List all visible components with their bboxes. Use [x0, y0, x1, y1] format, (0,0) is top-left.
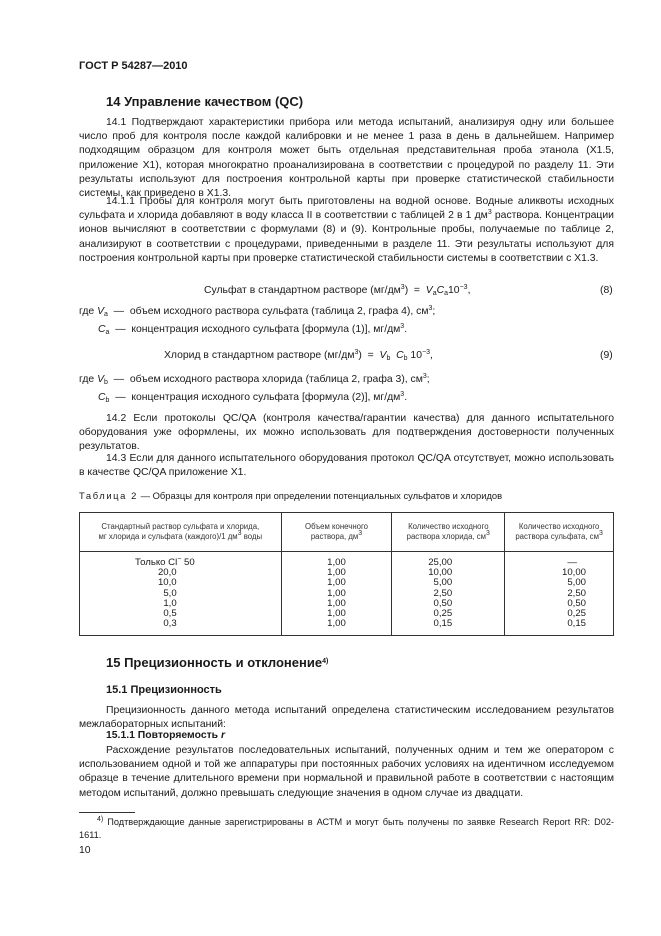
formula-9: Хлорид в стандартном растворе $(мг/дм^3) = V_b$ $C_b$ $10^{-3}$, — [164, 349, 433, 362]
section-14-title: 14 Управление качеством (QC) — [106, 94, 304, 109]
formula-8: Сульфат в стандартном растворе $(мг/дм^3) = V_aC_a10^{-3}$, — [204, 284, 471, 297]
table-2-label: Таблица 2 — [79, 490, 138, 501]
table-cell: 2,50 — [567, 587, 586, 599]
table-cell: 5,00 — [433, 577, 453, 589]
table-header-cell: Количество исходного раствора хлорида, $см^3$ — [392, 513, 505, 552]
table-cell: 0,50 — [567, 597, 586, 609]
table-header-cell: Стандартный раствор сульфата и хлорида, мг хлорида и сульфата (каждого)/1 $дм^3$ воды — [80, 513, 282, 552]
table-cell: 0,3 — [163, 618, 177, 630]
paragraph-14-1-text: 14.1 Подтверждают характеристики прибора или метода испытаний, анализируя одну или большее число проб для контроля после каждой калибровки и не менее 1 раза в день в дальнейшем. Например подходящим образцом для контроля может быть отдельная представительная проба этанола (X1.5, приложение X1), которая многократно проанализирована в соответствии с процедурой по разделу 11. Эти результаты используют для построения контрольной карты при проверке статистической стабильности системы, как приведено в X1.3. — [79, 117, 614, 200]
table-column-sulfate — [505, 552, 614, 636]
table-cell: 1,00 — [327, 618, 346, 630]
table-cell: 0,5 — [163, 608, 177, 620]
table-cell: 5,0 — [163, 587, 177, 599]
table-cell: 20,0 — [157, 567, 177, 579]
table-body-row — [80, 552, 614, 636]
table-cell: 25,00 — [428, 557, 453, 568]
table-cell: 1,00 — [327, 557, 346, 568]
where-8-line-2: $C_a$ — концентрация исходного сульфата [формула (1)], $мг/дм^3$. — [98, 323, 408, 336]
formula-8-number: (8) — [600, 285, 613, 296]
footnote-text: Подтверждающие данные зарегистрированы в АСТМ и могут быть получены по заявке Research Report RR: D02-1611. — [79, 817, 614, 840]
page-number: 10 — [79, 845, 91, 856]
paragraph-14-1-1-part2: раствора. Концентрации ионов вычисляют в соответствии с формулами (8) и (9). Контрольные пробы, получаемые по таблице 2, анализируют в соответствии с процедурами, приведенными в разделе 11. Эти результаты используют для построения контрольной карты при проверке статистической стабильности системы в соответствии с X1.3. — [79, 210, 614, 264]
table-column-standard — [80, 552, 282, 636]
table-cell: 10,0 — [157, 577, 177, 589]
table-cell: — — [567, 557, 577, 568]
section-15-1-1-title: 15.1.1 Повторяемость r — [106, 730, 226, 741]
where-8-line-1: где $V_a$ — объем исходного раствора сульфата (таблица 2, графа 4), $см^3$; — [79, 305, 436, 318]
table-cell: 10,00 — [428, 567, 453, 579]
paragraph-14-2: 14.2 Если протоколы QC/QA (контроля качества/гарантии качества) для данного испытательного оборудования уже оформлены, их можно использовать для подтверждения достоверности полученных результатов. — [79, 413, 614, 453]
paragraph-14-1 — [79, 116, 614, 201]
table-header-cell: Объем конечного раствора, $дм^3$ — [281, 513, 392, 552]
paragraph-14-3: 14.3 Если для данного испытательного оборудования протокол QC/QA отсутствует, можно использовать в качестве QC/QA приложение X1. — [79, 453, 614, 479]
table-cell: 1,00 — [327, 597, 346, 609]
table-cell: 5,00 — [567, 577, 586, 589]
table-2-caption — [79, 490, 502, 501]
where-9-line-2: $C_b$ — концентрация исходного сульфата [формула (2)], $мг/дм^3$. — [98, 391, 408, 404]
table-cell: 0,50 — [433, 597, 453, 609]
table-cell: 1,0 — [163, 597, 177, 609]
formula-9-number: (9) — [600, 350, 613, 361]
footnote-divider — [79, 812, 135, 813]
paragraph-15-1: Прецизионность данного метода испытаний определена статистическим исследованием результатов межлабораторных испытаний: — [79, 705, 614, 731]
paragraph-15-1-1: Расхождение результатов последовательных испытаний, полученных одним и тем же оператором с использованием одной и той же аппаратуры при постоянных рабочих условиях на идентичном исследуемом образце в течение длительного времени при нормальной и правильной работе в соответствии с настоящим методом испытаний, должно превышать следующие значения в одном случае из двадцати. — [79, 745, 614, 799]
table-cell: 1,00 — [327, 577, 346, 589]
section-15-title: 15 Прецизионность и отклонение$^{4)}$ — [106, 655, 329, 670]
table-column-volume — [281, 552, 392, 636]
table-cell: 10,00 — [561, 567, 586, 579]
table-cell: 0,25 — [567, 608, 586, 620]
paragraph-14-1-1: 14.1.1 Пробы для контроля могут быть приготовлены на водной основе. Водные аликвоты исходных сульфата и хлорида добавляют в воду класса II в соответствии с таблицей 2 в 1 $дм^3$ раствора. Концентрации ионов вычисляют в соответствии с формулами (8) и (9). Контрольные пробы, получаемые по таблице 2, анализируют в соответствии с процедурами, приведенными в разделе 11. Эти результаты используют для построения контрольной карты при проверке статистической стабильности системы в соответствии с X1.3. — [79, 196, 614, 264]
footnote — [79, 816, 614, 842]
table-cell: 1,00 — [327, 567, 346, 579]
table-column-chloride — [392, 552, 505, 636]
section-15-1-title: 15.1 Прецизионность — [106, 684, 222, 696]
table-header-cell: Количество исходного раствора сульфата, $см^3$ — [505, 513, 614, 552]
table-header-row — [80, 513, 614, 552]
table-cell: 1,00 — [327, 587, 346, 599]
standard-header: ГОСТ Р 54287—2010 — [79, 60, 188, 72]
table-cell: 0,25 — [433, 608, 453, 620]
table-cell: 0,15 — [433, 618, 453, 630]
paragraph-14-1-1-part1: 14.1.1 Пробы для контроля могут быть приготовлены на водной основе. Водные аликвоты исходных сульфата и хлорида добавляют в воду класса II в соответствии с таблицей 2 в 1 дм — [79, 196, 614, 222]
table-cell: 1,00 — [327, 608, 346, 620]
table-2-caption-text: — Образцы для контроля при определении потенциальных сульфатов и хлоридов — [137, 490, 503, 501]
footnote-mark: 4) — [97, 816, 104, 823]
table-cell: 0,15 — [567, 618, 586, 630]
table-cell: 2,50 — [433, 587, 453, 599]
table-2 — [79, 512, 614, 636]
table-cell: Только Cl− 50 — [135, 556, 195, 568]
where-9-line-1: где $V_b$ — объем исходного раствора хлорида (таблица 2, графа 3), $см^3$; — [79, 373, 430, 386]
